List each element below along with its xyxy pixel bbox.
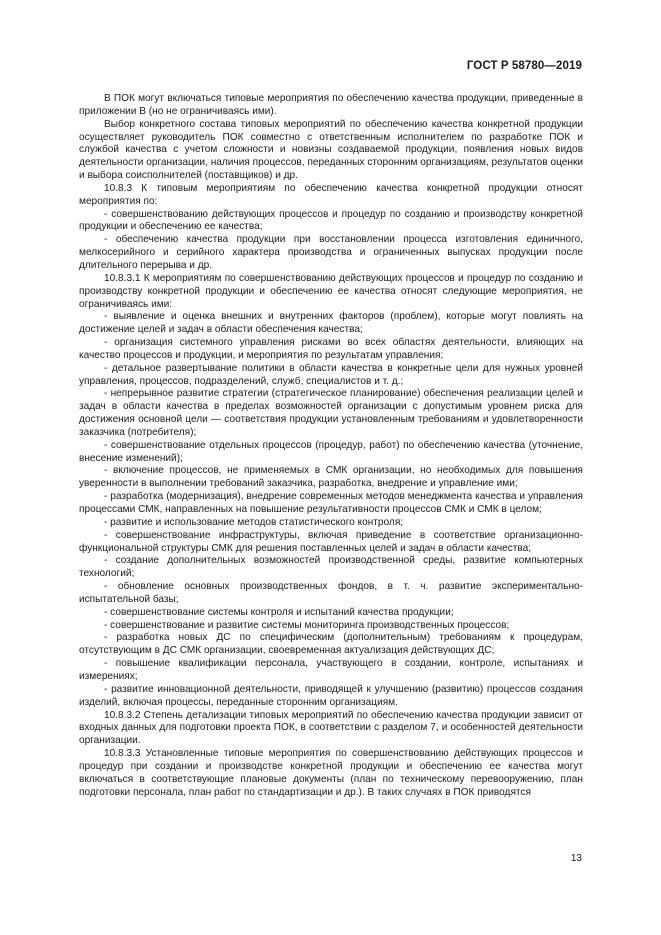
list-item: - детальное развертывание политики в области качества в конкретные цели для нужных уровней управления, процессов, подразделений, служб, специалистов и т. д.; (79, 362, 583, 387)
paragraph: Выбор конкретного состава типовых мероприятий по обеспечению качества конкретной продукции осуществляет руководитель ПОК совместно с ответственным исполнителем по разработке ПОК и службой качества с учетом сложности и новизны создаваемой продукции, появления новых видов деятельности организации, наличия процессов, переданных сторонним организациям, результатов оценки и выбора соисполнителей (поставщиков) и др. (79, 118, 583, 182)
list-item: - создание дополнительных возможностей производственной среды, развитие компьютерных технологий; (79, 555, 583, 580)
list-item: - совершенствование отдельных процессов (процедур, работ) по обеспечению качества (уточнение, внесение изменений); (79, 439, 583, 464)
list-item: - совершенствование системы контроля и испытаний качества продукции; (104, 606, 454, 618)
list-item: - повышение квалификации персонала, участвующего в создании, контроле, испытаниях и измерениях; (79, 658, 583, 682)
paragraph: 10.8.3.1 К мероприятиям по совершенствованию действующих процессов и процедур по созданию и производству конкретной продукции и обеспечению ее качества относят следующие мероприятия, не ограничиваясь ими: (79, 272, 583, 310)
page-number: 13 (570, 853, 582, 864)
paragraph: В ПОК могут включаться типовые мероприятия по обеспечению качества продукции, приведенные в приложении В (но не ограничиваясь ими). (79, 93, 583, 117)
paragraph: 10.8.3.2 Степень детализации типовых мероприятий по обеспечению качества продукции зависит от входных данных для подготовки проекта ПОК, в соответствии с разделом 7, и особенностей деятельности организации. (79, 709, 583, 747)
list-item: - включение процессов, не применяемых в СМК организации, но необходимых для повышения уверенности в выполнении требований заказчика, разработка, внедрение и управление ими; (79, 465, 583, 490)
list-item: - разработка (модернизация), внедрение современных методов менеджмента качества и управления процессами СМК, направленных на повышение результативности процессов СМК и СМК в целом; (79, 491, 583, 515)
list-item: - обновление основных производственных фондов, в т. ч. развитие экспериментально-испытательной базы; (79, 581, 583, 605)
paragraph: 10.8.3 К типовым мероприятиям по обеспечению качества конкретной продукции относят мероприятия по: (79, 182, 583, 207)
list-item: - разработка новых ДС по специфическим (дополнительным) требованиям к процедурам, отсутствующим в ДС СМК организации, своевременная актуализация действующих ДС; (79, 632, 583, 657)
list-item: - выявление и оценка внешних и внутренних факторов (проблем), которые могут повлиять на достижение целей и задач в области обеспечения качества; (79, 311, 583, 336)
standard-id-header: ГОСТ Р 58780—2019 (466, 60, 582, 72)
list-item: - совершенствование и развитие системы мониторинга производственных процессов; (104, 619, 510, 631)
list-item: - совершенствование инфраструктуры, включая приведение в соответствие организационно-функциональной структуры СМК для решения поставленных целей и задач в области качества; (79, 529, 583, 554)
body-text (79, 93, 583, 799)
list-item: - совершенствованию действующих процессов и процедур по созданию и производству конкретной продукции и обеспечению ее качества; (79, 208, 583, 233)
list-item: - обеспечению качества продукции при восстановлении процесса изготовления единичного, мелкосерийного и серийного характера производства и ограниченных выпусках продукции после длительного перерыва и др. (79, 234, 583, 271)
list-item: - организация системного управления рисками во всех областях деятельности, влияющих на качество процессов и продукции, и мероприятия по результатам управления; (79, 337, 583, 361)
list-item: - непрерывное развитие стратегии (стратегическое планирование) обеспечения реализации целей и задач в области качества в пределах возможностей организации с допустимым уровнем риска для достижения основной цели — соответствия продукции установленным требованиям и удовлетворенности заказчика (потребителя); (79, 388, 583, 438)
list-item: - развитие инновационной деятельности, приводящей к улучшению (развитию) процессов создания изделий, включая процессы, переданные сторонним организациям. (79, 683, 583, 708)
paragraph: 10.8.3.3 Установленные типовые мероприятия по совершенствованию действующих процессов и процедур при создании и производстве конкретной продукции и обеспечению ее качества могут включаться в соответствующие плановые документы (план по техническому перевооружению, план подготовки персонала, план работ по стандартизации и др.). В таких случаях в ПОК приводятся (79, 748, 583, 798)
list-item: - развитие и использование методов статистического контроля; (104, 516, 404, 528)
